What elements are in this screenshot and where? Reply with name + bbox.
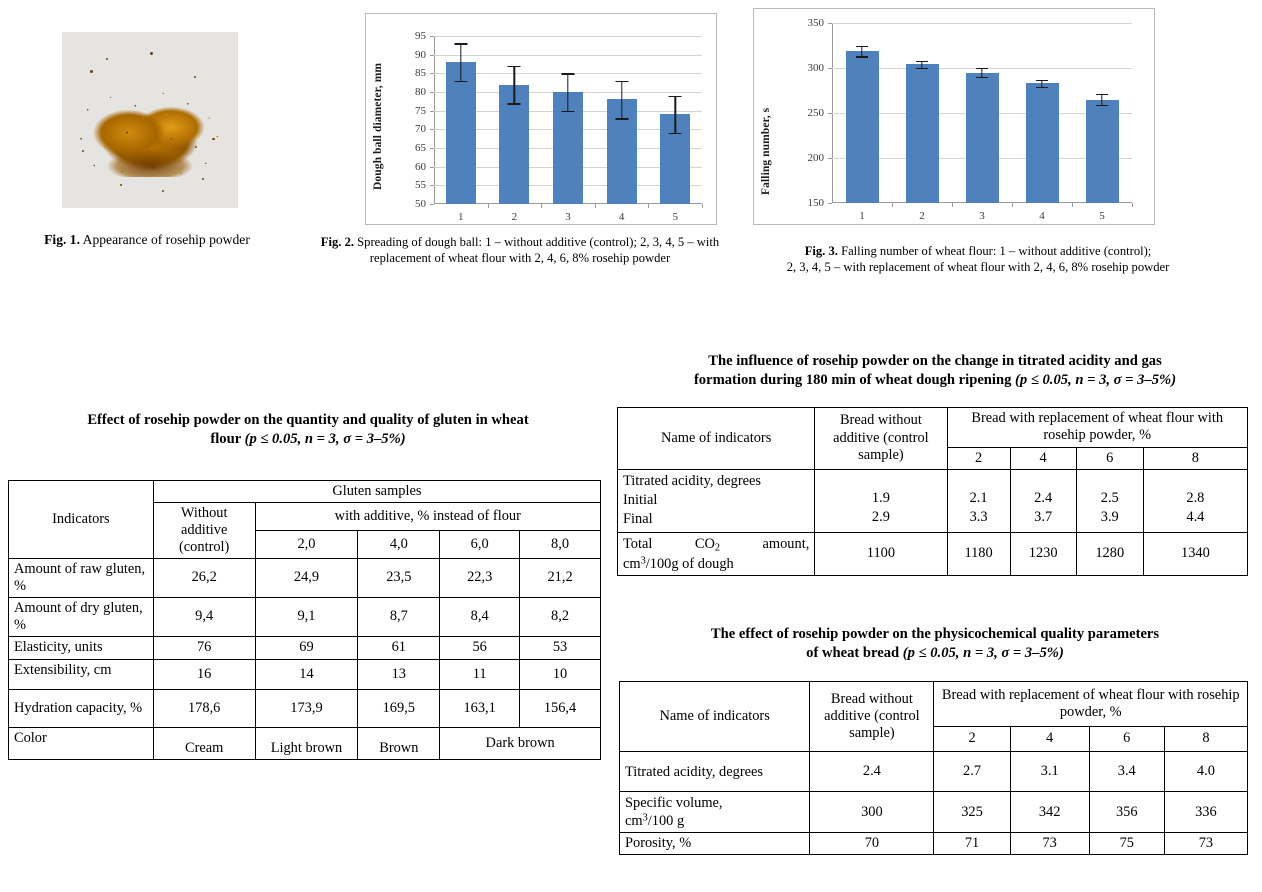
table3-header-control: Bread without additive (control sample) [810, 682, 934, 752]
table1-row4-name: Hydration capacity, % [9, 689, 154, 727]
powder-speck [106, 58, 108, 60]
fig2-plot-y-tick [430, 148, 434, 149]
table2-level-8: 8 [1143, 447, 1247, 469]
table3-title [620, 625, 1250, 663]
table2-title [620, 352, 1250, 390]
table3-row1-v1: 325 [934, 792, 1010, 833]
table2-co2-v1: 1180 [947, 532, 1010, 575]
table1-row0-v0: 26,2 [153, 558, 255, 597]
table2-acidity-initial-label: Initial [623, 492, 658, 508]
fig3-plot-y-tick-label: 300 [807, 62, 824, 74]
table3-row2-name: Porosity, % [620, 833, 810, 855]
table2-acidity-8 [1143, 469, 1247, 532]
table2-level-4: 4 [1010, 447, 1076, 469]
table-row [618, 469, 1248, 532]
fig3-plot-y-tick [828, 113, 832, 114]
fig2-plot-y-tick-label: 60 [415, 160, 426, 173]
fig2-plot-error-bar [499, 36, 529, 204]
table-row [9, 558, 601, 597]
table2-acidity-label: Titrated acidity, degrees [623, 472, 762, 489]
table1-header-control-text: Without additive (control) [179, 505, 230, 555]
fig2-plot-x-tick [595, 204, 596, 208]
fig3-plot-x-tick [892, 203, 893, 207]
table1-row3-v4: 10 [520, 659, 601, 689]
table2-acidity-final-8: 4.4 [1186, 509, 1205, 526]
fig3-plot-y-tick-label: 350 [807, 17, 824, 29]
fig3-plot-area [807, 17, 1132, 222]
powder-speck [82, 150, 84, 152]
fig2-plot-error-bar [553, 36, 583, 204]
fig2-plot-area [415, 30, 702, 223]
table1-row4-v4: 156,4 [520, 689, 601, 727]
table-row [620, 833, 1248, 855]
table1-row3-name: Extensibility, cm [9, 659, 154, 689]
fig2-plot-x-tick-label: 5 [672, 211, 678, 223]
fig3-plot-y-tick [828, 23, 832, 24]
fig2-plot-y-tick [430, 185, 434, 186]
table2-co2-label-line1 [623, 535, 809, 555]
table1-row2-v1: 69 [255, 636, 358, 659]
table1-row1-v1: 9,1 [255, 597, 358, 636]
table1-row3-v2: 13 [358, 659, 440, 689]
table2-acidity-final-label: Final [623, 511, 653, 528]
fig3-y-axis-title: Falling number, s [760, 107, 772, 195]
table2-acidity-initial-2: 2.1 [969, 490, 988, 506]
table1-row4-v0: 178,6 [153, 689, 255, 727]
fig2-plot-y-tick [430, 204, 434, 205]
powder-speck [194, 76, 196, 78]
fig1-caption-text: Appearance of rosehip powder [80, 232, 250, 247]
fig2-plot-x-tick [648, 204, 649, 208]
fig2-plot-error-bar [660, 36, 690, 204]
table2-co2-v3: 1280 [1076, 532, 1143, 575]
table1-level-4: 4,0 [358, 530, 440, 558]
table1-color-4: Brown [358, 727, 440, 759]
table1-row0-v1: 24,9 [255, 558, 358, 597]
fig3-plot-error-bar [906, 23, 939, 203]
fig2-plot-y-tick [430, 36, 434, 37]
table1-row0-name: Amount of raw gluten, % [9, 558, 154, 597]
table1-row1-v4: 8,2 [520, 597, 601, 636]
fig2-plot-x-tick [541, 204, 542, 208]
fig3-plot-x-tick [1012, 203, 1013, 207]
fig1-caption [6, 231, 288, 248]
table-row [620, 682, 1248, 727]
table1-header-with-additive: with additive, % instead of flour [255, 503, 600, 531]
table2-co2-v4: 1340 [1143, 532, 1247, 575]
fig3-plot-x-tick-label: 5 [1099, 210, 1105, 222]
table1-row2-name: Elasticity, units [9, 636, 154, 659]
table2-co2-word-amount: amount, [762, 535, 810, 552]
table1-header-indicators: Indicators [9, 481, 154, 559]
fig2-plot-y-axis [434, 36, 435, 204]
table1-level-2: 2,0 [255, 530, 358, 558]
fig2-plot-y-tick [430, 167, 434, 168]
powder-speck [90, 70, 93, 73]
bread-quality-table [619, 681, 1248, 855]
table1-row1-v2: 8,7 [358, 597, 440, 636]
table2-title-line2-bold: formation during 180 min of wheat dough ripening [693, 371, 1016, 388]
table3-row0-v1: 2.7 [934, 752, 1010, 792]
fig3-caption-line1: Falling number of wheat flour: 1 – without additive (control); [837, 244, 1152, 258]
table3-level-2: 2 [934, 726, 1010, 751]
table-row [618, 408, 1248, 448]
table1-row0-v2: 23,5 [358, 558, 440, 597]
table1-row4-v1: 173,9 [255, 689, 358, 727]
table3-row2-v1: 71 [934, 833, 1010, 855]
table3-header-group: Bread with replacement of wheat flour with rosehip powder, % [934, 682, 1248, 727]
table1-title [18, 411, 598, 449]
table3-row0-v0: 2.4 [810, 752, 934, 792]
table-row [618, 532, 1248, 575]
table2-title-line2-italic: (p ≤ 0.05, n = 3, σ = 3–5%) [1015, 371, 1177, 388]
table2-co2-name [618, 532, 815, 575]
table1-title-line2-italic: (p ≤ 0.05, n = 3, σ = 3–5%) [244, 430, 406, 447]
table2-acidity-6 [1076, 469, 1143, 532]
table3-level-8: 8 [1164, 726, 1247, 751]
table3-header-indicators: Name of indicators [620, 682, 810, 752]
table1-row4-v2: 169,5 [358, 689, 440, 727]
table1-row2-v3: 56 [440, 636, 520, 659]
table3-row1-v4: 336 [1164, 792, 1247, 833]
fig2-plot-x-tick-label: 2 [511, 211, 518, 223]
fig3-plot-y-tick [828, 158, 832, 159]
table2-co2-v2: 1230 [1010, 532, 1076, 575]
table1-color-2: Light brown [255, 727, 358, 759]
powder-speck [150, 52, 153, 55]
table3-row1-name-line1: Specific volume, [625, 795, 723, 811]
fig2-plot-y-tick [430, 92, 434, 93]
fig2-plot-y-tick [430, 55, 434, 56]
table1-header-control [153, 503, 255, 559]
fig3-plot-x-tick-label: 1 [859, 210, 865, 222]
table3-row0-name: Titrated acidity, degrees [620, 752, 810, 792]
fig2-plot-x-tick-label: 1 [458, 211, 464, 223]
fig3-caption-line2: 2, 3, 4, 5 – with replacement of wheat flour with 2, 4, 6, 8% rosehip powder [786, 260, 1170, 275]
table1-row2-v4: 53 [520, 636, 601, 659]
fig2-plot-y-tick-label: 55 [415, 179, 426, 192]
table1-level-6: 6,0 [440, 530, 520, 558]
fig2-plot-y-tick-label: 95 [415, 30, 426, 42]
table3-clip [0, 681, 1262, 892]
table2-header-control: Bread without additive (control sample) [815, 408, 947, 470]
fig3-plot-x-tick-label: 4 [1039, 210, 1045, 222]
fig3-chart [753, 8, 1155, 225]
table3-row2-v2: 73 [1010, 833, 1089, 855]
table2-co2-v0: 1100 [815, 532, 947, 575]
table1-row2-v2: 61 [358, 636, 440, 659]
table2-acidity-control [815, 469, 947, 532]
table2-header-group: Bread with replacement of wheat flour with rosehip powder, % [947, 408, 1247, 448]
table2-level-6: 6 [1076, 447, 1143, 469]
acidity-gas-table [617, 407, 1248, 576]
fig1-caption-label: Fig. 1. [44, 232, 80, 247]
fig2-chart [365, 13, 717, 225]
fig2-caption-line2: replacement of wheat flour with 2, 4, 6, 8% rosehip powder [369, 251, 671, 266]
table2-level-2: 2 [947, 447, 1010, 469]
table1-row1-v3: 8,4 [440, 597, 520, 636]
fig3-plot-x-tick [1072, 203, 1073, 207]
table2-co2-formula: $CO_2$ [694, 535, 721, 554]
table3-row1-v3: 356 [1089, 792, 1164, 833]
fig2-plot-y-tick-label: 65 [415, 142, 426, 154]
table-row [9, 636, 601, 659]
table1-row4-v3: 163,1 [440, 689, 520, 727]
fig3-plot-error-bar [1086, 23, 1119, 203]
fig2-plot-y-tick-label: 50 [415, 198, 426, 210]
fig2-y-axis-title: Dough ball diameter, mm [372, 62, 384, 190]
table3-row2-v3: 75 [1089, 833, 1164, 855]
table1-row1-name: Amount of dry gluten, % [9, 597, 154, 636]
table1-row0-v4: 21,2 [520, 558, 601, 597]
fig2-plot-y-tick-label: 80 [415, 86, 426, 98]
table2-header-indicators: Name of indicators [618, 408, 815, 470]
table1-color-control: Cream [153, 727, 255, 759]
table3-row0-v3: 3.4 [1089, 752, 1164, 792]
table3-title-line1: The effect of rosehip powder on the physicochemical quality parameters [710, 626, 1160, 642]
table2-acidity-4 [1010, 469, 1076, 532]
table1-title-line1: Effect of rosehip powder on the quantity and quality of gluten in wheat [87, 412, 529, 428]
fig2-plot-x-tick [488, 204, 489, 208]
fig2-plot-y-tick-label: 70 [415, 123, 426, 136]
fig3-plot-x-tick-label: 2 [919, 210, 925, 222]
fig2-caption-line1: Spreading of dough ball: 1 – without additive (control); 2, 3, 4, 5 – with [354, 235, 720, 249]
fig2-plot-y-tick-label: 75 [415, 104, 426, 117]
table3-row1-name [620, 792, 810, 833]
fig2-caption-label: Fig. 2. [320, 235, 355, 249]
fig2-plot-y-tick-label: 85 [415, 67, 426, 80]
fig3-plot-y-tick-label: 200 [807, 152, 824, 164]
table3-row1-v0: 300 [810, 792, 934, 833]
table1-row1-v0: 9,4 [153, 597, 255, 636]
fig3-plot-y-tick-label: 250 [807, 107, 824, 119]
table2-acidity-final-2: 3.3 [969, 509, 988, 526]
table3-level-4: 4 [1010, 726, 1089, 751]
table1-row3-v1: 14 [255, 659, 358, 689]
table-row [9, 481, 601, 503]
fig3-plot-y-tick [828, 68, 832, 69]
fig2-plot-x-tick [702, 204, 703, 208]
fig3-plot-error-bar [1026, 23, 1059, 203]
fig2-plot-y-tick [430, 73, 434, 74]
fig3-plot-y-tick-label: 150 [807, 197, 824, 209]
fig2-plot-y-tick [430, 129, 434, 130]
fig3-plot-error-bar [846, 23, 879, 203]
table2-acidity-final-control: 2.9 [871, 509, 890, 526]
fig3-caption-label: Fig. 3. [804, 244, 838, 258]
powder-speck [162, 190, 164, 192]
powder-speck [212, 138, 215, 140]
table2-acidity-initial-8: 2.8 [1186, 490, 1205, 506]
fig3-plot-y-tick [828, 203, 832, 204]
table3-row1-v2: 342 [1010, 792, 1089, 833]
fig3-plot-error-bar [966, 23, 999, 203]
table2-acidity-initial-6: 2.5 [1100, 490, 1119, 506]
table2-co2-word-total: Total [623, 535, 653, 552]
table3-title-line2-italic: (p ≤ 0.05, n = 3, σ = 3–5%) [902, 644, 1064, 661]
table2-co2-label-line2: $cm^3/100g$ of dough [623, 555, 734, 573]
table2-acidity-initial-control: 1.9 [871, 490, 890, 506]
table1-color-6-8: Dark brown [440, 727, 601, 759]
fig2-plot-x-tick-label: 3 [565, 211, 571, 223]
table1-row0-v3: 22,3 [440, 558, 520, 597]
table1-row3-v3: 11 [440, 659, 520, 689]
table2-title-line1: The influence of rosehip powder on the change in titrated acidity and gas [708, 353, 1162, 369]
fig3-plot-x-tick [1132, 203, 1133, 207]
table1-row2-v0: 76 [153, 636, 255, 659]
fig3-plot-x-tick-label: 3 [979, 210, 985, 222]
fig3-plot-x-tick [952, 203, 953, 207]
table1-level-8: 8,0 [520, 530, 601, 558]
table3-title-line2-bold: of wheat bread [806, 644, 903, 661]
table1-color-name: Color [9, 727, 154, 759]
table2-acidity-initial-4: 2.4 [1034, 490, 1053, 506]
fig2-plot-error-bar [607, 36, 637, 204]
table-row [620, 752, 1248, 792]
fig2-plot-y-tick [430, 111, 434, 112]
table-row [620, 792, 1248, 833]
powder-speck [120, 184, 122, 186]
table3-row2-v4: 73 [1164, 833, 1247, 855]
table3-row1-name-line2: $cm^3/100$ g [625, 812, 685, 829]
fig2-plot-x-tick-label: 4 [618, 211, 625, 223]
table-row [9, 597, 601, 636]
table2-acidity-name [618, 469, 815, 532]
table2-acidity-final-6: 3.9 [1100, 509, 1119, 526]
table3-row0-v2: 3.1 [1010, 752, 1089, 792]
rosehip-powder-photo [62, 32, 238, 208]
table2-acidity-final-4: 3.7 [1034, 509, 1053, 526]
fig2-plot-error-bar [446, 36, 476, 204]
powder-pile [84, 85, 216, 177]
table3-row2-v0: 70 [810, 833, 934, 855]
table2-acidity-2 [947, 469, 1010, 532]
fig2-plot-y-tick-label: 90 [415, 48, 426, 61]
fig3-caption [752, 243, 1204, 275]
table1-title-line2-bold: flour [210, 430, 245, 447]
table1-row3-v0: 16 [153, 659, 255, 689]
powder-speck [202, 178, 204, 180]
table1-header-group: Gluten samples [153, 481, 600, 503]
table3-level-6: 6 [1089, 726, 1164, 751]
fig2-caption [292, 234, 748, 266]
table3-row0-v4: 4.0 [1164, 752, 1247, 792]
